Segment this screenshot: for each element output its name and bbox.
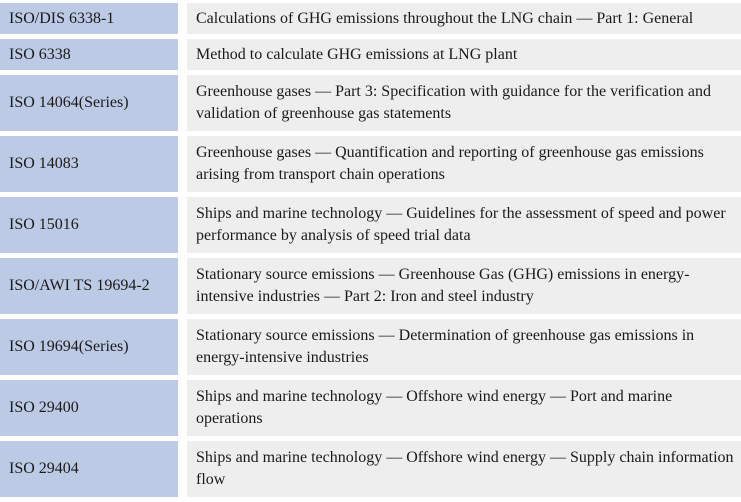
standard-code: ISO 19694(Series) — [0, 319, 178, 375]
standards-table — [0, 3, 741, 502]
table-row — [0, 39, 741, 70]
standard-code: ISO 15016 — [0, 197, 178, 253]
table-row — [0, 319, 741, 375]
standard-title: Greenhouse gases — Quantification and reporting of greenhouse gas emissions arising from transport chain operations — [187, 136, 741, 192]
standard-code: ISO 29400 — [0, 380, 178, 436]
standard-code: ISO 14083 — [0, 136, 178, 192]
standard-code: ISO 6338 — [0, 39, 178, 70]
standard-title: Calculations of GHG emissions throughout the LNG chain — Part 1: General — [187, 3, 741, 34]
standard-title: Stationary source emissions — Determination of greenhouse gas emissions in energy-intensive industries — [187, 319, 741, 375]
standard-title: Method to calculate GHG emissions at LNG plant — [187, 39, 741, 70]
standard-code: ISO/DIS 6338-1 — [0, 3, 178, 34]
standard-title: Stationary source emissions — Greenhouse Gas (GHG) emissions in energy-intensive industries — Part 2: Iron and steel industry — [187, 258, 741, 314]
table-row — [0, 3, 741, 34]
table-row — [0, 380, 741, 436]
standard-code: ISO 14064(Series) — [0, 75, 178, 131]
standard-title: Ships and marine technology — Offshore wind energy — Supply chain information flow — [187, 441, 741, 497]
standard-title: Ships and marine technology — Offshore wind energy — Port and marine operations — [187, 380, 741, 436]
standard-title: Greenhouse gases — Part 3: Specification with guidance for the verification and validation of greenhouse gas statements — [187, 75, 741, 131]
standard-title: Ships and marine technology — Guidelines for the assessment of speed and power performance by analysis of speed trial data — [187, 197, 741, 253]
table-row — [0, 441, 741, 497]
standard-code: ISO/AWI TS 19694-2 — [0, 258, 178, 314]
table-row — [0, 75, 741, 131]
table-row — [0, 136, 741, 192]
table-row — [0, 258, 741, 314]
table-row — [0, 197, 741, 253]
standard-code: ISO 29404 — [0, 441, 178, 497]
